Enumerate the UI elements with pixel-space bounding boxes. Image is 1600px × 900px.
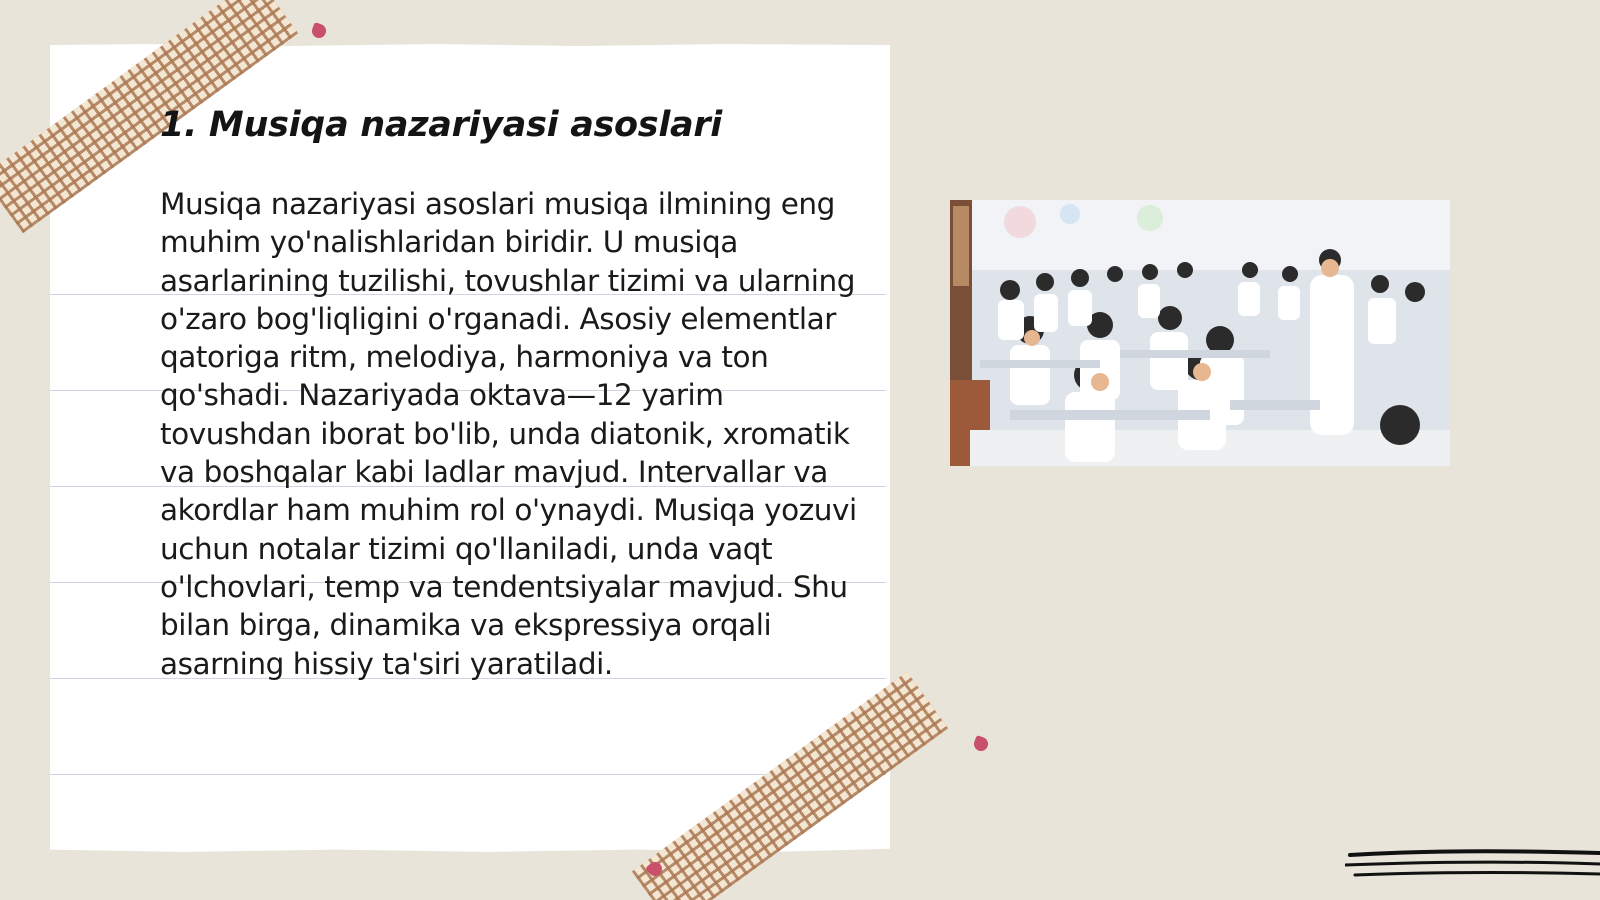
paper-rule-line — [50, 774, 886, 775]
classroom-photo — [950, 200, 1450, 466]
classroom-photo-image — [950, 200, 1450, 466]
slide-title: 1. Musiqa nazariyasi asoslari — [160, 105, 722, 145]
pin-icon — [310, 22, 328, 40]
pin-icon — [972, 735, 990, 753]
brush-stroke-decoration — [1345, 845, 1600, 895]
slide-body-text: Musiqa nazariyasi asoslari musiqa ilmining eng muhim yo'nalishlaridan biridir. U musiqa asarlarining tuzilishi, tovushlar tizimi va ularning o'zaro bog'liqligini o'rganadi. Asosiy elementlar qatoriga ritm, melodiya, harmoniya va ton qo'shadi. Nazariyada oktava—12 yarim tovushdan iborat bo'lib, unda diatonik, xromatik va boshqalar kabi ladlar mavjud. Intervallar va akordlar ham muhim rol o'ynaydi. Musiqa yozuvi uchun notalar tizimi qo'llaniladi, unda vaqt o'lchovlari, temp va tendentsiyalar mavjud. Shu bilan birga, dinamika va ekspressiya orqali asarning hissiy ta'siri yaratiladi. — [160, 187, 857, 681]
